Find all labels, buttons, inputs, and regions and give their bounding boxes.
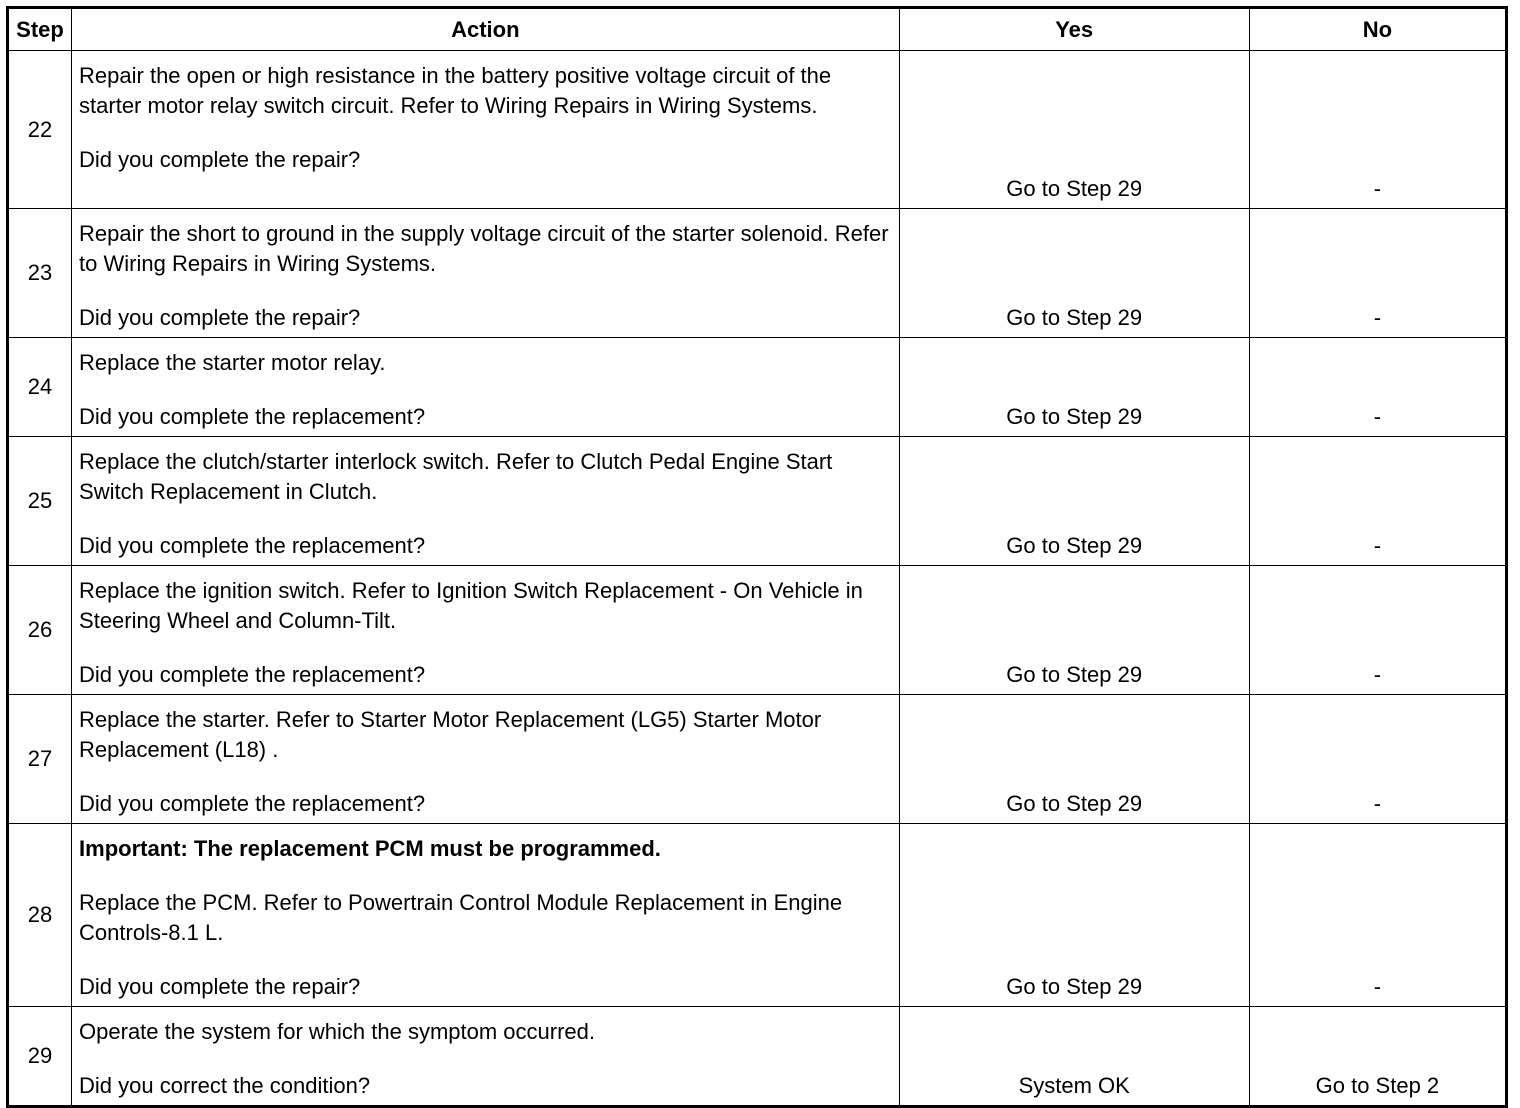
yes-result: Go to Step 29 xyxy=(899,209,1249,338)
action-text: Repair the short to ground in the supply voltage circuit of the starter solenoid. Refer to Wiring Repairs in Wiring Systems. xyxy=(79,221,889,276)
yes-result: System OK xyxy=(899,1007,1249,1107)
action-cell xyxy=(72,824,900,1007)
table-row xyxy=(8,824,1507,1007)
yes-result: Go to Step 29 xyxy=(899,824,1249,1007)
no-result: - xyxy=(1249,51,1506,209)
no-result: - xyxy=(1249,566,1506,695)
action-cell xyxy=(72,51,900,209)
header-action: Action xyxy=(72,8,900,51)
action-question: Did you complete the replacement? xyxy=(79,791,426,816)
action-cell xyxy=(72,1007,900,1107)
action-text: Replace the PCM. Refer to Powertrain Control Module Replacement in Engine Controls-8.1 L. xyxy=(79,890,843,945)
step-number: 24 xyxy=(8,338,72,437)
table-row xyxy=(8,209,1507,338)
no-result: - xyxy=(1249,437,1506,566)
yes-result: Go to Step 29 xyxy=(899,437,1249,566)
action-question: Did you correct the condition? xyxy=(79,1073,371,1098)
step-number: 23 xyxy=(8,209,72,338)
table-row xyxy=(8,695,1507,824)
yes-result: Go to Step 29 xyxy=(899,566,1249,695)
action-question: Did you complete the replacement? xyxy=(79,662,426,687)
step-number: 29 xyxy=(8,1007,72,1107)
table-row xyxy=(8,437,1507,566)
table-row xyxy=(8,1007,1507,1107)
table-row xyxy=(8,51,1507,209)
no-result: - xyxy=(1249,209,1506,338)
header-no: No xyxy=(1249,8,1506,51)
action-question: Did you complete the repair? xyxy=(79,305,361,330)
action-text: Replace the ignition switch. Refer to Ignition Switch Replacement - On Vehicle in Steering Wheel and Column-Tilt. xyxy=(79,578,863,633)
no-result: - xyxy=(1249,824,1506,1007)
step-number: 25 xyxy=(8,437,72,566)
action-text: Replace the starter. Refer to Starter Motor Replacement (LG5) Starter Motor Replacement (L18) . xyxy=(79,707,822,762)
action-text: Operate the system for which the symptom occurred. xyxy=(79,1019,596,1044)
action-question: Did you complete the replacement? xyxy=(79,404,426,429)
step-number: 28 xyxy=(8,824,72,1007)
step-number: 26 xyxy=(8,566,72,695)
step-number: 27 xyxy=(8,695,72,824)
action-cell xyxy=(72,566,900,695)
table-row xyxy=(8,566,1507,695)
action-text: Repair the open or high resistance in the battery positive voltage circuit of the starter motor relay switch circuit. Refer to Wiring Repairs in Wiring Systems. xyxy=(79,63,832,118)
no-result: Go to Step 2 xyxy=(1249,1007,1506,1107)
table-row xyxy=(8,338,1507,437)
action-text: Replace the clutch/starter interlock switch. Refer to Clutch Pedal Engine Start Switch Replacement in Clutch. xyxy=(79,449,833,504)
action-cell xyxy=(72,338,900,437)
step-number: 22 xyxy=(8,51,72,209)
header-yes: Yes xyxy=(899,8,1249,51)
yes-result: Go to Step 29 xyxy=(899,338,1249,437)
action-question: Did you complete the repair? xyxy=(79,147,361,172)
header-step: Step xyxy=(8,8,72,51)
header-row xyxy=(8,8,1507,51)
action-cell xyxy=(72,209,900,338)
yes-result: Go to Step 29 xyxy=(899,695,1249,824)
no-result: - xyxy=(1249,338,1506,437)
diagnostic-table xyxy=(6,6,1508,1108)
yes-result: Go to Step 29 xyxy=(899,51,1249,209)
action-cell xyxy=(72,695,900,824)
no-result: - xyxy=(1249,695,1506,824)
action-question: Did you complete the repair? xyxy=(79,974,361,999)
important-note: Important: The replacement PCM must be programmed. xyxy=(79,836,661,861)
action-cell xyxy=(72,437,900,566)
action-text: Replace the starter motor relay. xyxy=(79,350,386,375)
action-question: Did you complete the replacement? xyxy=(79,533,426,558)
